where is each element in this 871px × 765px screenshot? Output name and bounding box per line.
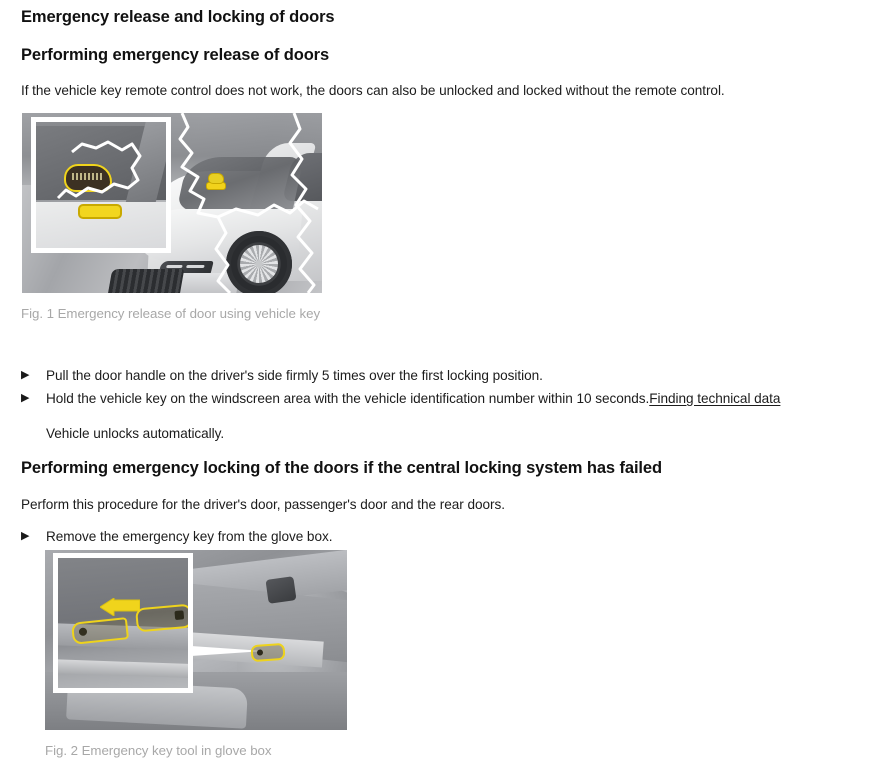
section-1-heading: Performing emergency release of doors <box>21 46 330 64</box>
figure-2-caption: Fig. 2 Emergency key tool in glove box <box>45 743 272 758</box>
step-text: Remove the emergency key from the glove box. <box>46 529 333 544</box>
figure-1-inset-closeup <box>31 117 171 253</box>
section-1-intro: If the vehicle key remote control does not work, the doors can also be unlocked and locked without the remote control. <box>21 83 725 98</box>
emergency-key-highlight-b <box>135 604 193 633</box>
list-item <box>21 366 543 385</box>
page-title: Emergency release and locking of doors <box>21 8 335 26</box>
section-2-intro: Perform this procedure for the driver's door, passenger's door and the rear doors. <box>21 497 505 512</box>
step-text: Pull the door handle on the driver's side firmly 5 times over the first locking position. <box>46 368 543 383</box>
step-result-text: Vehicle unlocks automatically. <box>46 426 225 441</box>
list-item <box>21 389 780 408</box>
yellow-arrow-icon <box>100 598 140 616</box>
figure-2-inset-closeup <box>53 553 193 693</box>
list-item <box>21 527 332 546</box>
triangle-bullet-icon: ▶ <box>21 530 30 542</box>
figure-2-image <box>45 550 347 730</box>
step-text-content: Hold the vehicle key on the windscreen area with the vehicle identification number within 10 seconds. <box>46 391 650 406</box>
emergency-key-highlight-scene <box>250 643 285 662</box>
finding-technical-data-link[interactable]: Finding technical data <box>649 391 781 406</box>
glovebox-handle-shape <box>265 576 296 604</box>
figure-1-image <box>22 113 322 293</box>
step-text <box>46 389 780 408</box>
section-2-heading: Performing emergency locking of the doors if the central locking system has failed <box>21 459 662 477</box>
triangle-bullet-icon: ▶ <box>21 392 30 404</box>
triangle-bullet-icon: ▶ <box>21 369 30 381</box>
figure-1-inset-white-outline <box>36 122 166 248</box>
figure-1-caption: Fig. 1 Emergency release of door using vehicle key <box>21 306 321 321</box>
